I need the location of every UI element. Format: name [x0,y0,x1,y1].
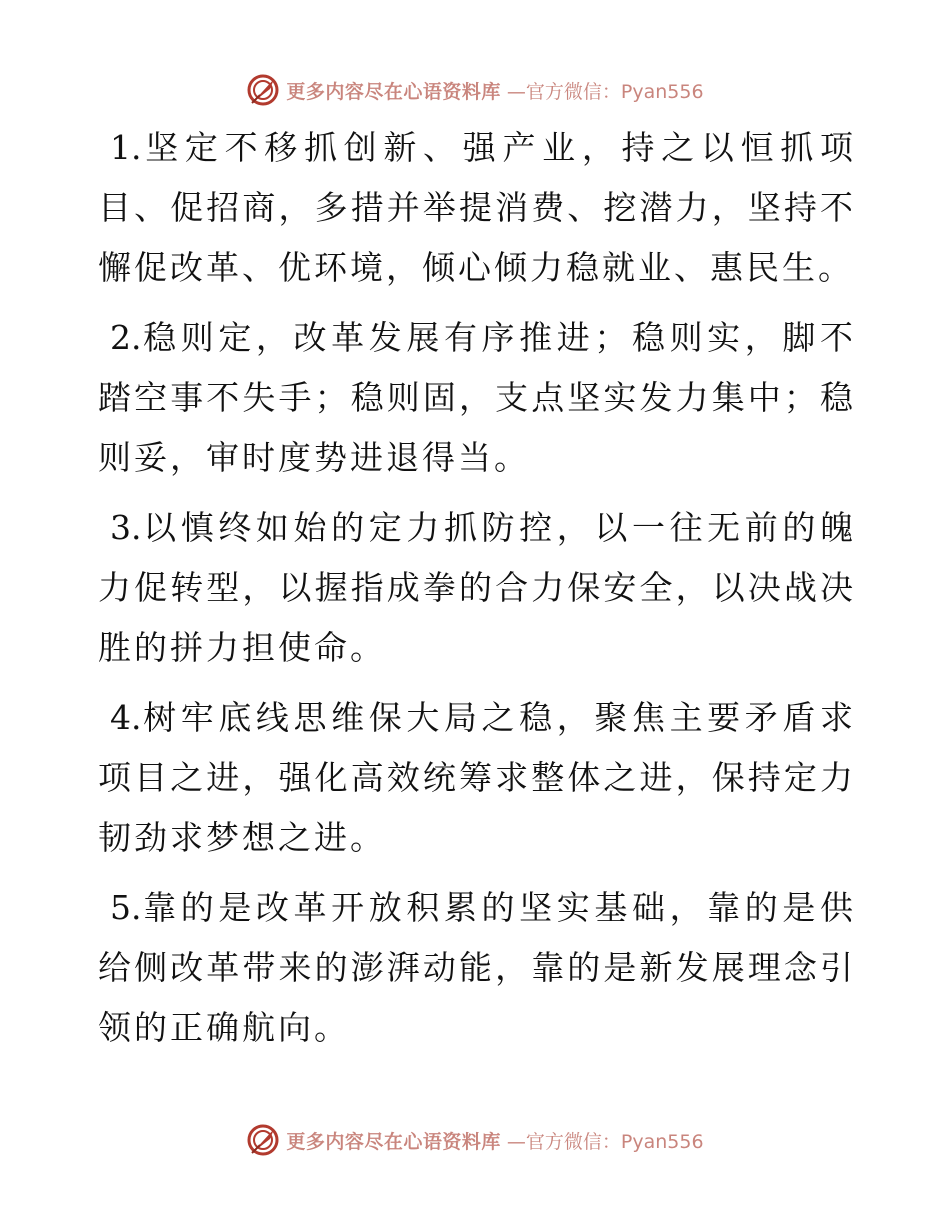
item-text: 以慎终如始的定力抓防控，以一往无前的魄力促转型，以握指成拳的合力保安全，以决战决胜的拼力担使命。 [98,508,856,667]
list-item-2 [98,308,856,488]
list-item-5 [98,878,856,1058]
list-item-3 [98,498,856,678]
header-contact: —官方微信：Pyan556 [506,80,704,103]
item-text: 靠的是改革开放积累的坚实基础，靠的是供给侧改革带来的澎湃动能，靠的是新发展理念引领的正确航向。 [98,888,856,1047]
list-item-4 [98,688,856,868]
footer-banner [0,1120,950,1160]
header-slogan: 更多内容尽在心语资料库 [286,80,501,103]
document-body [98,118,856,1068]
item-text: 稳则定，改革发展有序推进；稳则实，脚不踏空事不失手；稳则固，支点坚实发力集中；稳则妥，审时度势进退得当。 [98,318,856,477]
item-text: 树牢底线思维保大局之稳，聚焦主要矛盾求项目之进，强化高效统筹求整体之进，保持定力韧劲求梦想之进。 [98,698,856,857]
list-item-1 [98,118,856,298]
quill-logo-icon [246,1123,280,1157]
item-number: 3. [110,508,142,547]
item-number: 5. [110,888,142,927]
item-number: 4. [110,698,142,737]
quill-logo-icon [246,73,280,107]
header-banner [0,70,950,110]
item-number: 1. [110,128,142,167]
item-text: 坚定不移抓创新、强产业，持之以恒抓项目、促招商，多措并举提消费、挖潜力，坚持不懈促改革、优环境，倾心倾力稳就业、惠民生。 [98,128,856,287]
footer-contact: —官方微信：Pyan556 [506,1130,704,1153]
item-number: 2. [110,318,142,357]
footer-slogan: 更多内容尽在心语资料库 [286,1130,501,1153]
